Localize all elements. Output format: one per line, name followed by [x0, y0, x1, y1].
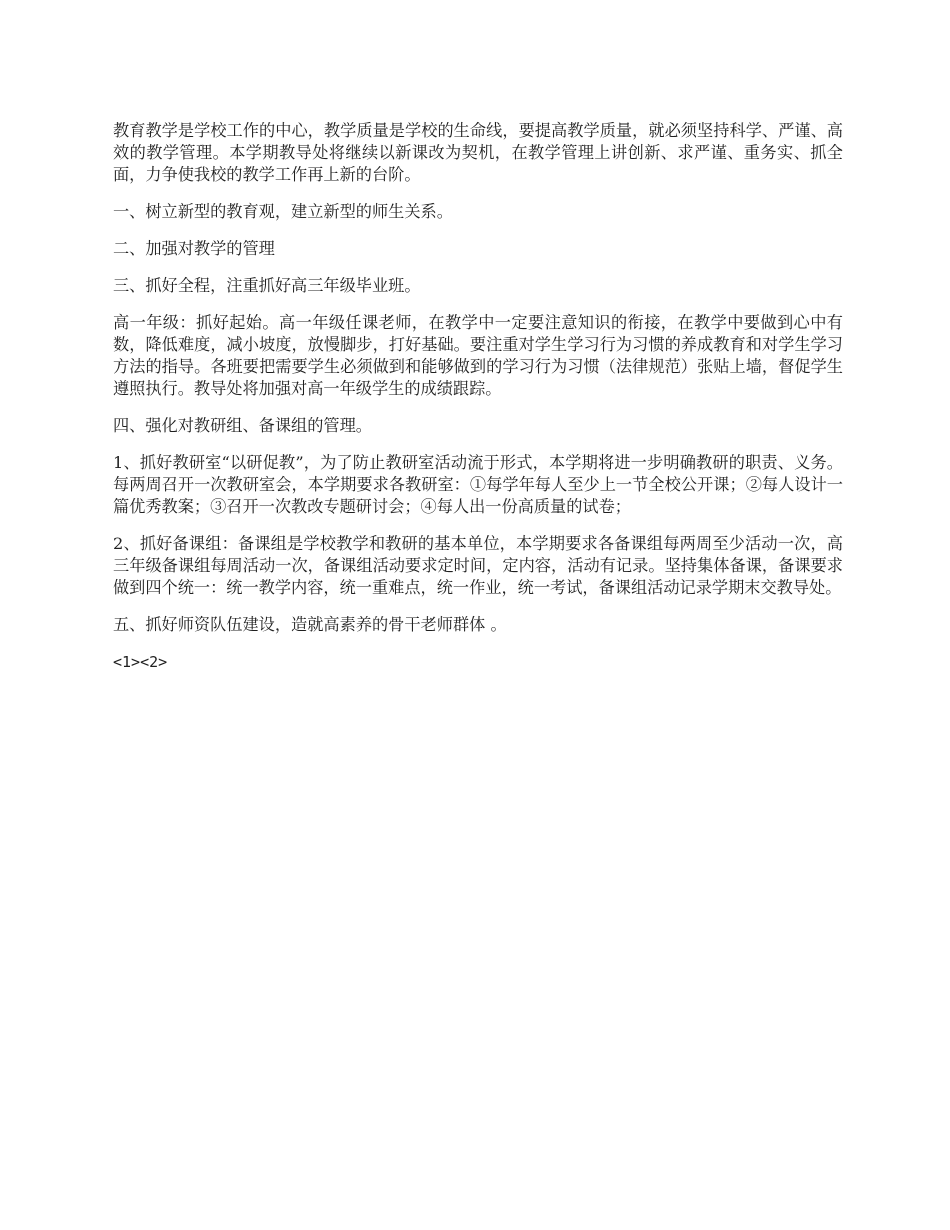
section-heading-4: 四、强化对教研组、备课组的管理。 — [113, 416, 372, 435]
lesson-prep-paragraph: 2、抓好备课组：备课组是学校教学和教研的基本单位，本学期要求各备课组每两周至少活动一次，高三年级备课组每周活动一次，备课组活动要求定时间，定内容，活动有记录。坚持集体备课，备课要求做到四个统一：统一教学内容，统一重难点，统一作业，统一考试，备课组活动记录学期末交教导处。 — [113, 534, 843, 597]
section-heading-2: 二、加强对教学的管理 — [113, 239, 275, 258]
intro-paragraph: 教育教学是学校工作的中心，教学质量是学校的生命线，要提高教学质量，就必须坚持科学、严谨、高效的教学管理。本学期教导处将继续以新课改为契机，在教学管理上讲创新、求严谨、重务实、抓全面，力争使我校的教学工作再上新的台阶。 — [113, 121, 843, 184]
grade-one-paragraph: 高一年级：抓好起始。高一年级任课老师，在教学中一定要注意知识的衔接，在教学中要做到心中有数，降低难度，减小坡度，放慢脚步，打好基础。要注重对学生学习行为习惯的养成教育和对学生学习方法的指导。各班要把需要学生必须做到和能够做到的学习行为习惯（法律规范）张贴上墙，督促学生遵照执行。教导处将加强对高一年级学生的成绩跟踪。 — [113, 313, 843, 398]
research-room-paragraph: 1、抓好教研室“以研促教”，为了防止教研室活动流于形式，本学期将进一步明确教研的职责、义务。每两周召开一次教研室会，本学期要求各教研室：①每学年每人至少上一节全校公开课；②每人设计一篇优秀教案；③召开一次教改专题研讨会；④每人出一份高质量的试卷； — [113, 453, 843, 516]
section-heading-5: 五、抓好师资队伍建设，造就高素养的骨干老师群体 。 — [113, 615, 507, 634]
page-pagination[interactable]: <1><2> — [113, 653, 168, 671]
document-page — [113, 120, 843, 673]
section-heading-3: 三、抓好全程，注重抓好高三年级毕业班。 — [113, 276, 421, 295]
section-heading-1: 一、树立新型的教育观，建立新型的师生关系。 — [113, 202, 453, 221]
